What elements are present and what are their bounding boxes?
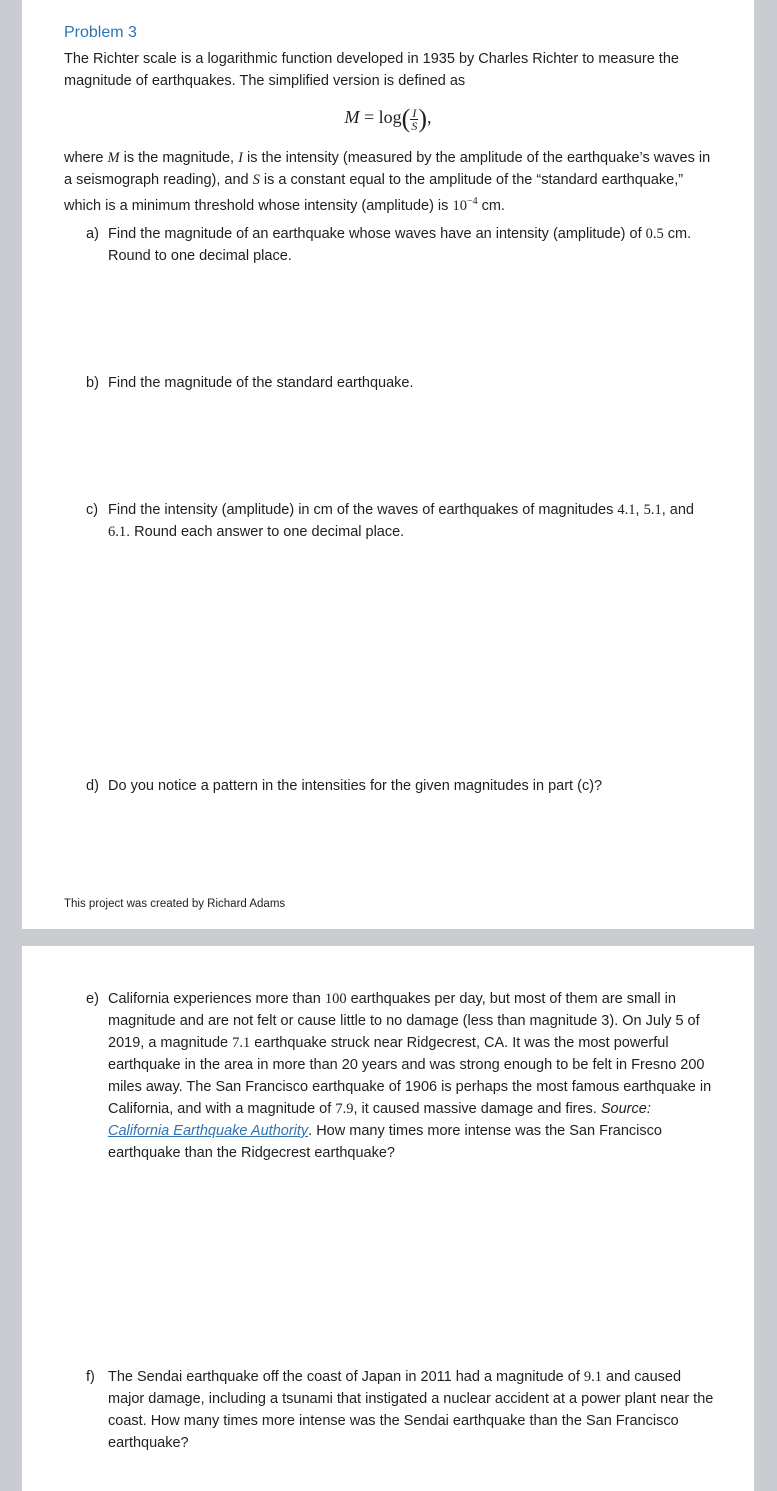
page-1 xyxy=(22,0,754,929)
formula-denominator: S xyxy=(411,118,418,133)
formula-equals: = xyxy=(363,107,375,128)
var-M: M xyxy=(107,150,120,166)
problem-definition xyxy=(64,147,714,217)
part-a-text-2: cm. Round to one decimal place. xyxy=(108,226,692,264)
definition-text-4: is a constant equal to the amplitude of the “standard earthquake,” which is a minimum threshold whose intensity (amplitude) is xyxy=(64,172,684,214)
part-a-value: 0.5 xyxy=(645,226,664,242)
part-c-value-2: 5.1 xyxy=(643,502,662,518)
problem-title: Problem 3 xyxy=(64,24,137,41)
var-S: S xyxy=(252,172,260,188)
part-b xyxy=(86,372,716,394)
part-f xyxy=(86,1366,716,1454)
part-b-text: Find the magnitude of the standard earthquake. xyxy=(108,375,414,391)
formula-lhs: M xyxy=(344,107,360,128)
definition-text-1: where xyxy=(64,150,108,166)
part-e-text-4: , it caused massive damage and fires. xyxy=(353,1101,601,1117)
part-c-value-3: 6.1 xyxy=(108,524,127,540)
definition-text-5: cm. xyxy=(477,197,505,214)
part-d xyxy=(86,775,716,797)
part-a-label: a) xyxy=(86,226,99,242)
source-label: Source: xyxy=(600,1101,651,1117)
part-f-label: f) xyxy=(86,1369,95,1385)
part-b-label: b) xyxy=(86,375,99,391)
var-I: I xyxy=(238,150,243,166)
part-e-value-3: 7.9 xyxy=(335,1101,354,1117)
part-e-text-5: . How many times more intense was the San Francisco earthquake than the Ridgecrest earthquake? xyxy=(108,1123,662,1161)
part-a-text xyxy=(108,223,716,267)
part-f-text xyxy=(108,1366,716,1454)
problem-intro: The Richter scale is a logarithmic function developed in 1935 by Charles Richter to measure the magnitude of earthquakes. The simplified version is defined as xyxy=(64,51,679,89)
part-e-label: e) xyxy=(86,991,99,1007)
part-e-text xyxy=(108,988,716,1164)
source-link[interactable]: California Earthquake Authority xyxy=(108,1123,309,1139)
page-2 xyxy=(22,946,754,1491)
part-f-text-2: and caused major damage, including a tsunami that instigated a nuclear accident at a power plant near the coast. How many times more intense was the Sendai earthquake than the San Francisco earthquake? xyxy=(108,1369,714,1451)
part-a xyxy=(86,223,716,267)
part-f-value: 9.1 xyxy=(583,1369,603,1385)
definition-text-2: is the magnitude, xyxy=(119,150,239,166)
richter-formula xyxy=(22,104,754,134)
part-c-text-2: . Round each answer to one decimal place. xyxy=(126,524,405,540)
formula-numerator: I xyxy=(412,105,417,120)
formula-log: log xyxy=(378,107,402,128)
formula-trailing-comma: , xyxy=(427,107,432,128)
part-f-text-1: The Sendai earthquake off the coast of Japan in 2011 had a magnitude of xyxy=(108,1369,584,1385)
threshold-exponent: −4 xyxy=(466,196,478,207)
part-c-text-1: Find the intensity (amplitude) in cm of the waves of earthquakes of magnitudes xyxy=(108,502,618,518)
part-e-text-3: earthquake struck near Ridgecrest, CA. It was the most powerful earthquake in the area in more than 20 years and was strong enough to be felt in Fresno 200 miles away. The San Francisco earthquake of 1906 is perhaps the most famous earthquake in California, and with a magnitude of xyxy=(108,1035,712,1117)
part-e xyxy=(86,988,716,1164)
part-e-value-1: 100 xyxy=(324,991,347,1007)
formula-open-paren: ( xyxy=(401,104,411,133)
part-e-text-1: California experiences more than xyxy=(108,991,325,1007)
part-c-label: c) xyxy=(86,502,99,518)
threshold-base: 10 xyxy=(452,197,467,214)
part-e-text-2: earthquakes per day, but most of them are small in magnitude and are not felt or cause little to no damage (less than magnitude 3). On July 5 of 2019, a magnitude xyxy=(108,991,700,1051)
part-e-value-2: 7.1 xyxy=(232,1035,251,1051)
part-a-text-1: Find the magnitude of an earthquake whose waves have an intensity (amplitude) of xyxy=(108,226,646,242)
part-d-label: d) xyxy=(86,778,99,794)
footer-credit: This project was created by Richard Adams xyxy=(64,898,286,910)
definition-text-3: is the intensity (measured by the amplitude of the earthquake’s waves in a seismograph reading), and xyxy=(64,150,711,188)
formula-close-paren: ) xyxy=(418,104,427,133)
part-d-text: Do you notice a pattern in the intensities for the given magnitudes in part (c)? xyxy=(108,778,603,794)
part-c-text xyxy=(108,499,716,543)
part-c-value-1: 4.1 xyxy=(617,502,636,518)
part-c xyxy=(86,499,716,543)
part-c-sep-2: , and xyxy=(661,502,694,518)
part-c-sep-1: , xyxy=(635,502,644,518)
